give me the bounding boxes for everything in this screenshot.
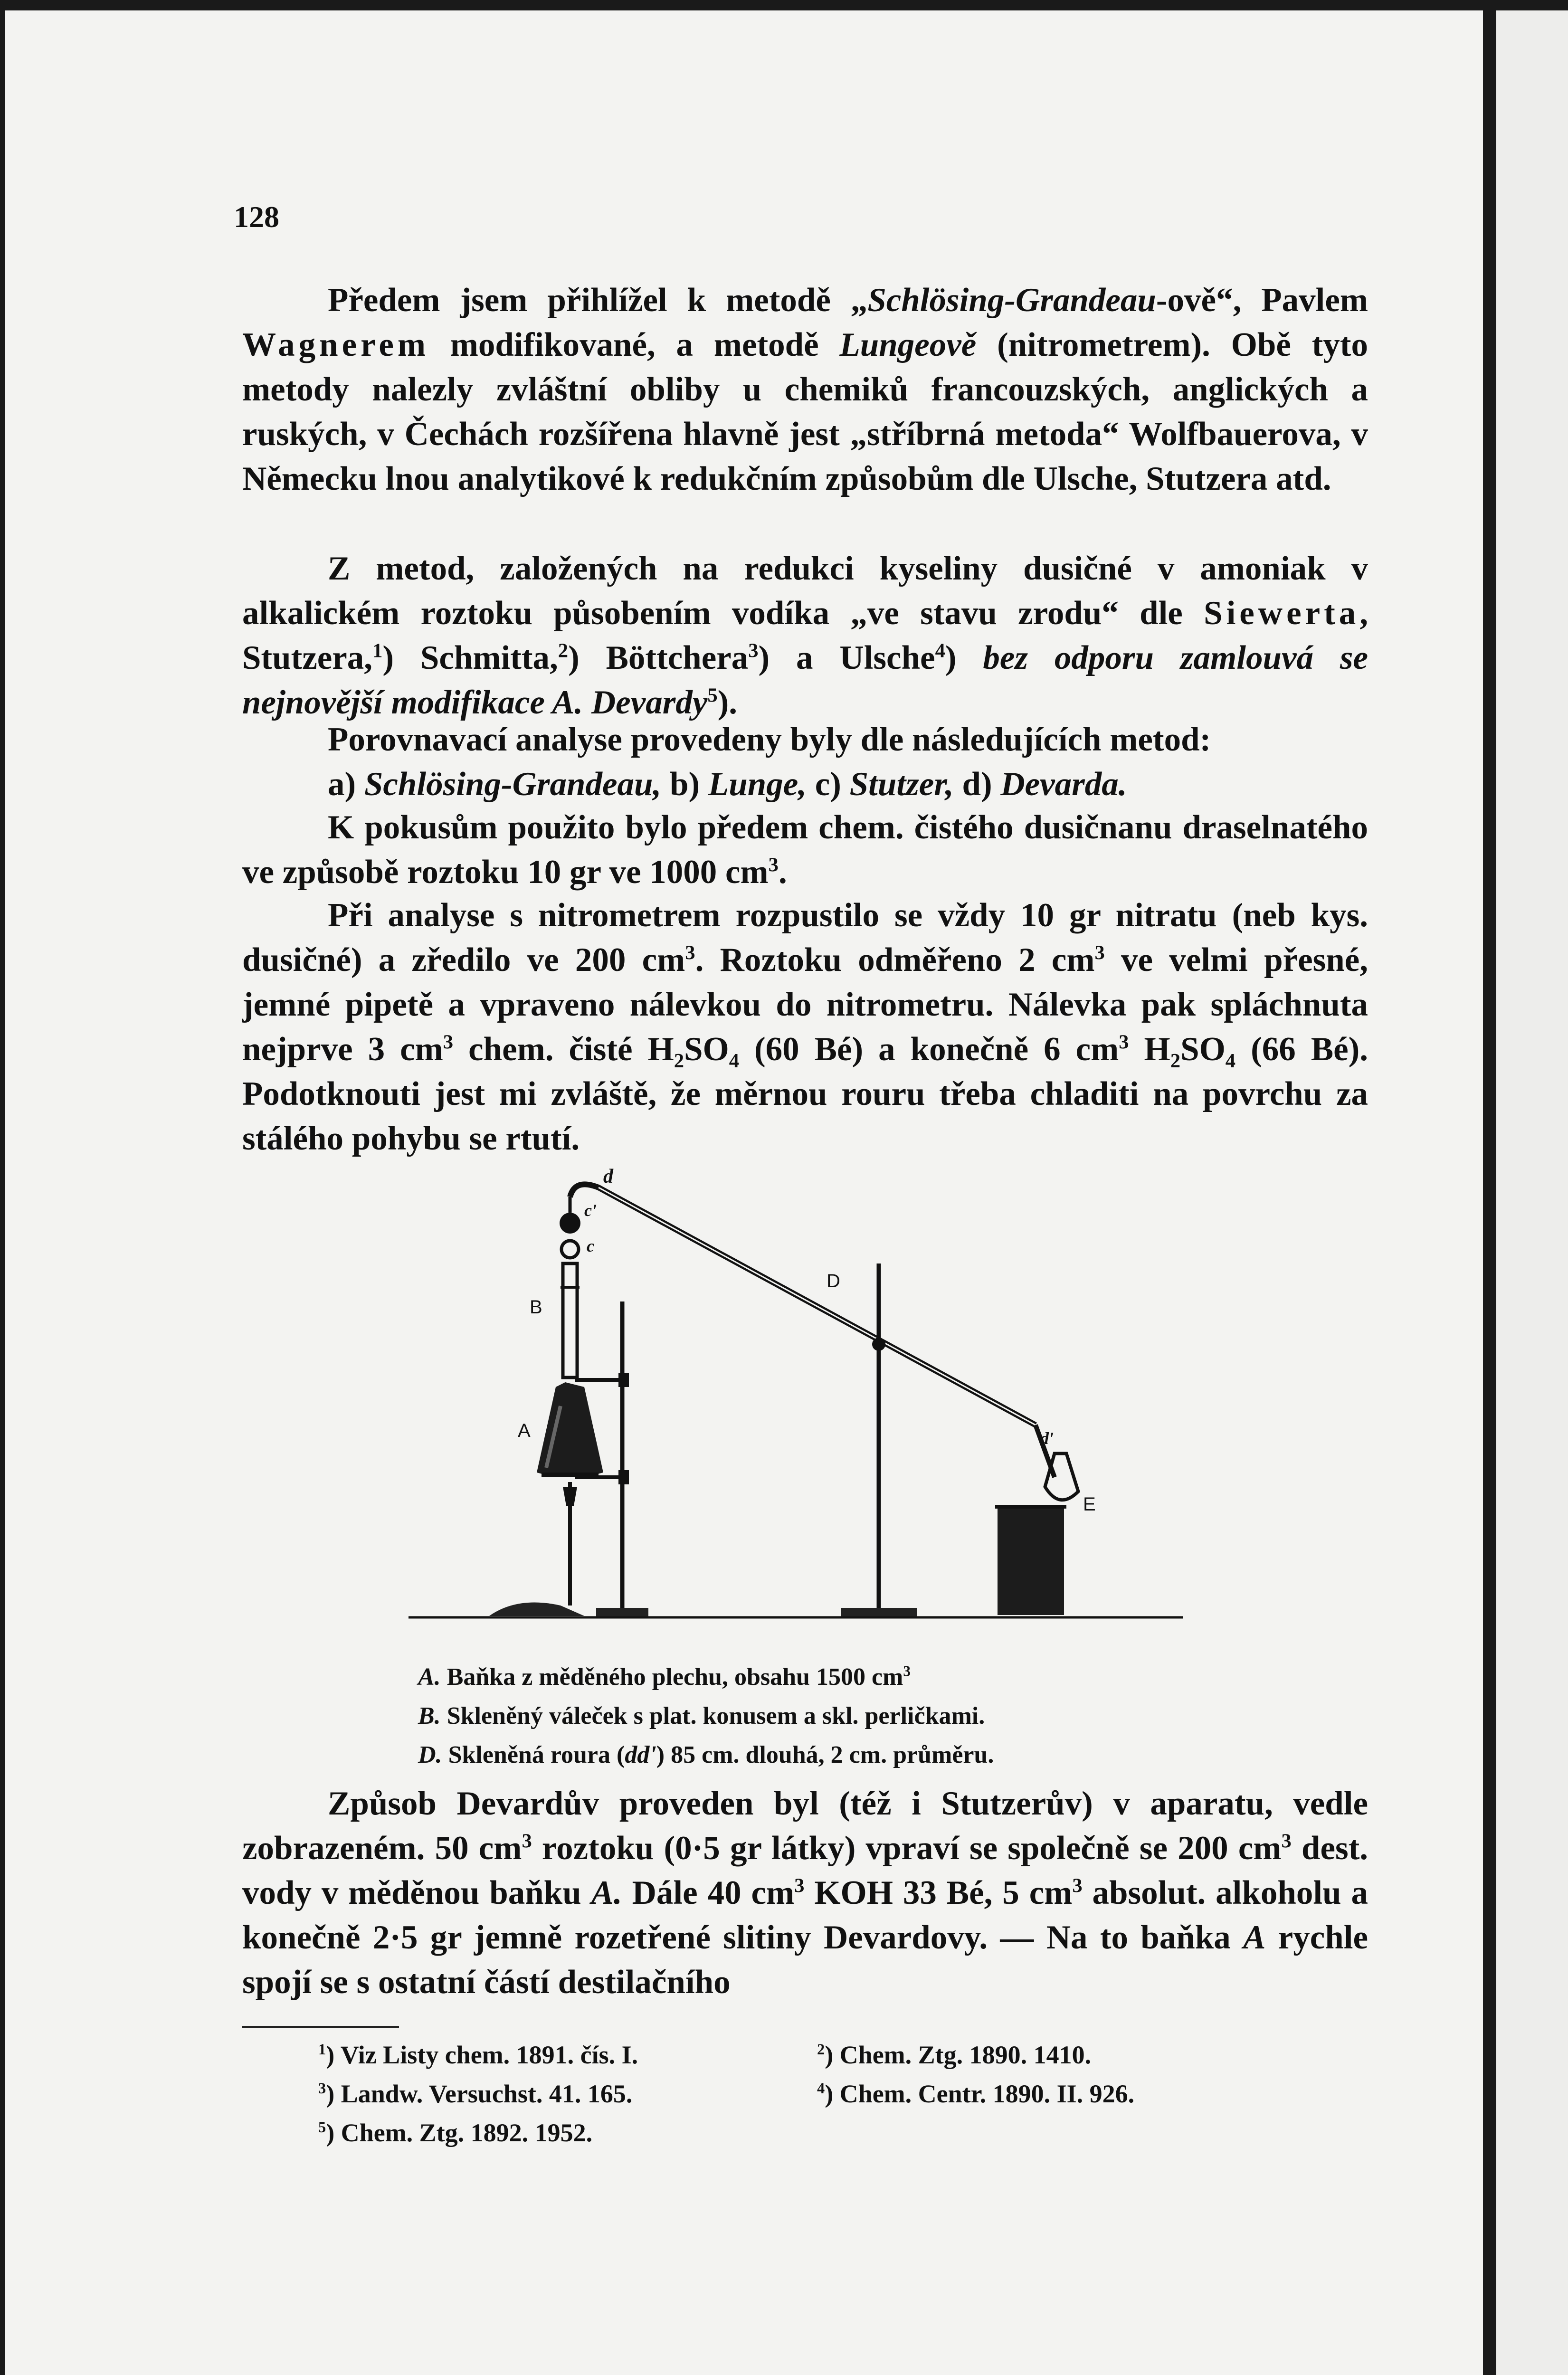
label-c-prime: c' bbox=[584, 1201, 597, 1220]
paragraph-1: Předem jsem přihlížel k metodě „Schlösing-Grandeau-ově“, Pavlem Wagnerem modifikované, a metodě Lungeově (nitrometrem). Obě tyto metody nalezly zvláštní obliby u chemiků francouzských, anglických a ruských, v Čechách rozšířena hlavně jest „stříbrná metoda“ Wolfbauerova, v Německu lnou analytikové k redukčním způsobům dle Ulsche, Stutzera atd. bbox=[242, 282, 1368, 497]
label-D: D bbox=[827, 1271, 840, 1292]
paragraph-3: Porovnavací analyse provedeny byly dle následujících metod: a) Schlösing-Grandeau, b) Lunge, c) Stutzer, d) Devarda. bbox=[242, 717, 1368, 807]
clamp-upper bbox=[618, 1373, 629, 1387]
label-d: d bbox=[603, 1166, 613, 1188]
burner-head bbox=[563, 1487, 577, 1506]
stand-base-plate bbox=[596, 1608, 648, 1616]
figure-caption bbox=[418, 1658, 1226, 1775]
glass-cylinder-B bbox=[563, 1264, 577, 1378]
facing-page-edge bbox=[1496, 10, 1568, 2375]
footnote-2: $^2$) Chem. Ztg. 1890. 1410. bbox=[817, 2041, 1092, 2069]
label-c: c bbox=[587, 1236, 594, 1255]
tube-D bbox=[570, 1184, 1036, 1425]
page-number: 128 bbox=[234, 200, 279, 234]
footnotes bbox=[318, 2035, 1316, 2152]
footnote-1: $^1$) Viz Listy chem. 1891. čís. I. bbox=[318, 2041, 638, 2069]
method-list: a) Schlösing-Grandeau, b) Lunge, c) Stutzer, d) Devarda. bbox=[328, 766, 1127, 803]
footnote-separator bbox=[242, 2026, 399, 2028]
clamp-lower bbox=[618, 1470, 629, 1484]
bulb-c bbox=[561, 1241, 579, 1258]
apparatus-figure bbox=[404, 1166, 1188, 1624]
paragraph-2: Z metod, založených na redukci kyseliny dusičné v amoniak v alkalickém roztoku působením vodíka „ve stavu zrodu“ dle Siewerta, Stutzera,$^1$) Schmitta,$^2$) Böttchera$^3$) a Ulsche$^4$) bez odporu zamlouvá se nejnovější modifikace A. Devardy$^5$). bbox=[242, 550, 1368, 721]
bulb-c-prime bbox=[560, 1213, 580, 1234]
label-B: B bbox=[530, 1297, 542, 1318]
footnote-5: $^5$) Chem. Ztg. 1892. 1952. bbox=[318, 2118, 593, 2147]
tube-D-inner bbox=[599, 1188, 1036, 1425]
paragraph-6: Způsob Devardův proveden byl (též i Stutzerův) v aparatu, vedle zobrazeném. 50 $cm^3$ roztoku (0·5 gr látky) vpraví se společně se 200 $cm^3$ dest. vody v měděnou baňku A. Dále 40 $cm^3$ KOH 33 Bé, 5 $cm^3$ absolut. alkoholu a konečně 2·5 gr jemně rozetřené slitiny Devardovy. — Na to baňka A rychle spojí se s ostatní částí destilačního bbox=[242, 1785, 1368, 2001]
footnote-4: $^4$) Chem. Centr. 1890. II. 926. bbox=[817, 2080, 1135, 2108]
tube-stand-base bbox=[841, 1608, 917, 1616]
caption-line-D: D. Skleněná roura (dd') 85 cm. dlouhá, 2 cm. průměru. bbox=[418, 1741, 994, 1768]
beaker bbox=[998, 1506, 1064, 1615]
tube-stand-clamp bbox=[872, 1338, 885, 1351]
label-E: E bbox=[1083, 1494, 1096, 1515]
paragraph-4: K pokusům použito bylo předem chem. čistého dusičnanu draselnatého ve způsobě roztoku 10 gr ve 1000 $cm^3$. bbox=[242, 809, 1368, 891]
paragraph-5: Při analyse s nitrometrem rozpustilo se vždy 10 gr nitratu (neb kys. dusičné) a zředilo ve 200 $cm^3$. Roztoku odměřeno 2 $cm^3$ ve velmi přesné, jemné pipetě a vpraveno nálevkou do nitrometru. Nálevka pak spláchnuta nejprve 3 $cm^3$ chem. čisté $H_2SO_4$ (60 Bé) a konečně 6 $cm^3$ $H_2SO_4$ (66 Bé). Podotknouti jest mi zvláště, že měrnou rouru třeba chladiti na povrchu za stálého pohybu se rtutí. bbox=[242, 897, 1368, 1157]
caption-line-A: A. Baňka z měděného plechu, obsahu 1500 $cm^3$ bbox=[418, 1662, 911, 1691]
label-A: A bbox=[518, 1420, 531, 1441]
label-d-prime: d' bbox=[1040, 1429, 1054, 1448]
caption-line-B: B. Skleněný váleček s plat. konusem a skl. perličkami. bbox=[418, 1702, 985, 1729]
footnote-3: $^3$) Landw. Versuchst. 41. 165. bbox=[318, 2080, 633, 2108]
